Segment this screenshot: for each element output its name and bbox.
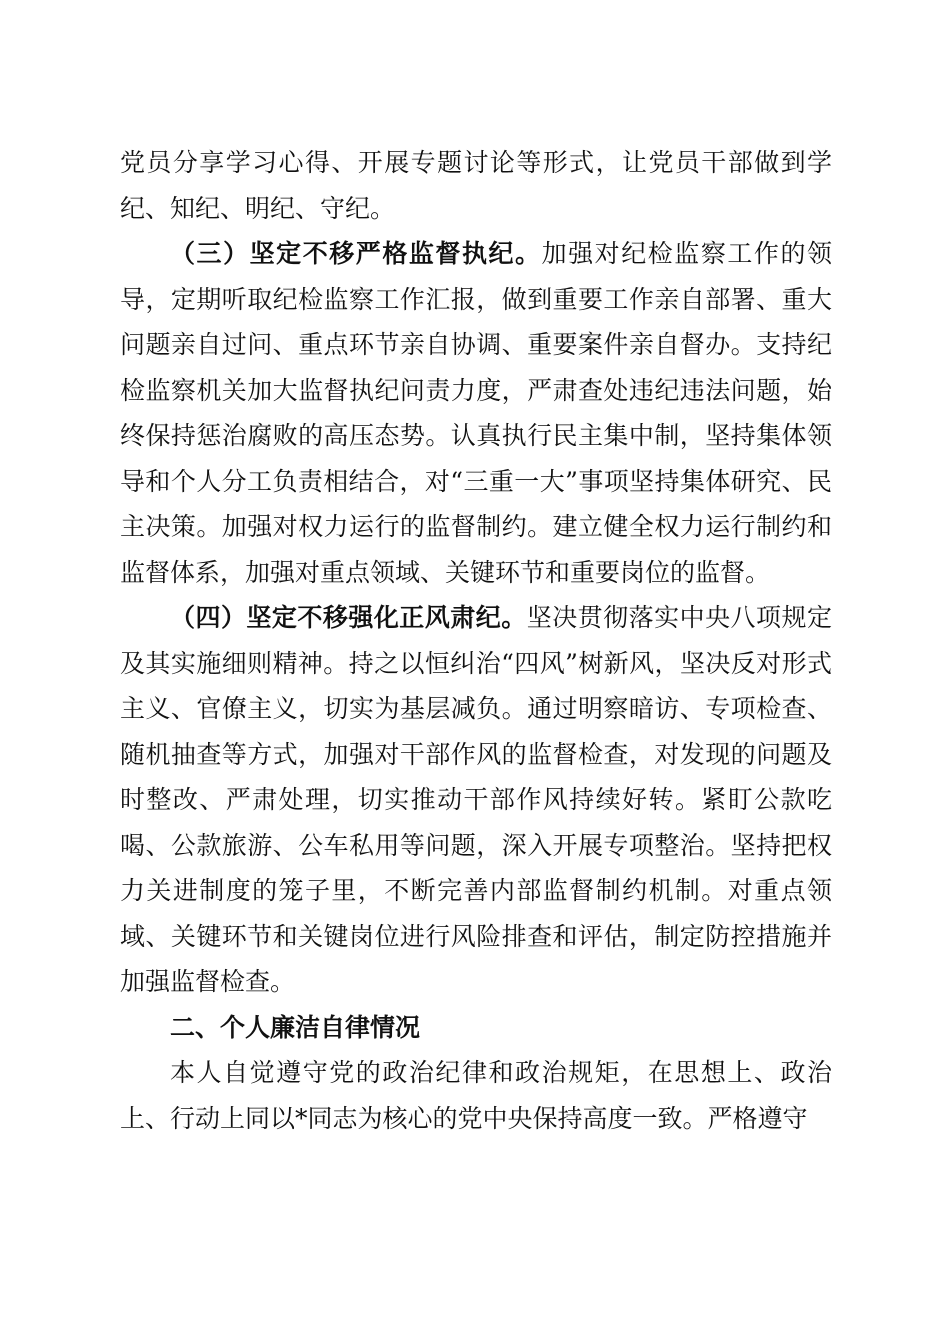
section-lead-3: （三）坚定不移严格监督执纪。: [170, 239, 542, 268]
document-body: [120, 140, 832, 1141]
paragraph-self-discipline: [120, 1050, 832, 1141]
paragraph-continuation: [120, 140, 832, 231]
paragraph-text: 坚决贯彻落实中央八项规定及其实施细则精神。持之以恒纠治“四风”树新风，坚决反对形式主义、官僚主义，切实为基层减负。通过明察暗访、专项检查、随机抽查等方式，加强对干部作风的监督检查，对发现的问题及时整改、严肃处理，切实推动干部作风持续好转。紧盯公款吃喝、公款旅游、公车私用等问题，深入开展专项整治。坚持把权力关进制度的笼子里，不断完善内部监督制约机制。对重点领域、关键环节和关键岗位进行风险排查和评估，制定防控措施并加强监督检查。: [120, 603, 832, 996]
paragraph-text: 本人自觉遵守党的政治纪律和政治规矩，在思想上、政治上、行动上同以*同志为核心的党中央保持高度一致。严格遵守: [120, 1058, 832, 1133]
section-lead-4: （四）坚定不移强化正风肃纪。: [170, 603, 527, 632]
paragraph-text: 党员分享学习心得、开展专题讨论等形式，让党员干部做到学纪、知纪、明纪、守纪。: [120, 148, 832, 223]
section-heading-2: 二、个人廉洁自律情况: [170, 1012, 421, 1042]
paragraph-strict-supervision: [120, 231, 832, 595]
paragraph-rectify-conduct: [120, 595, 832, 1005]
paragraph-text: 加强对纪检监察工作的领导，定期听取纪检监察工作汇报，做到重要工作亲自部署、重大问题亲自过问、重点环节亲自协调、重要案件亲自督办。支持纪检监察机关加大监督执纪问责力度，严肃查处违纪违法问题，始终保持惩治腐败的高压态势。认真执行民主集中制，坚持集体领导和个人分工负责相结合，对“三重一大”事项坚持集体研究、民主决策。加强对权力运行的监督制约。建立健全权力运行制约和监督体系，加强对重点领域、关键环节和重要岗位的监督。: [120, 239, 832, 587]
